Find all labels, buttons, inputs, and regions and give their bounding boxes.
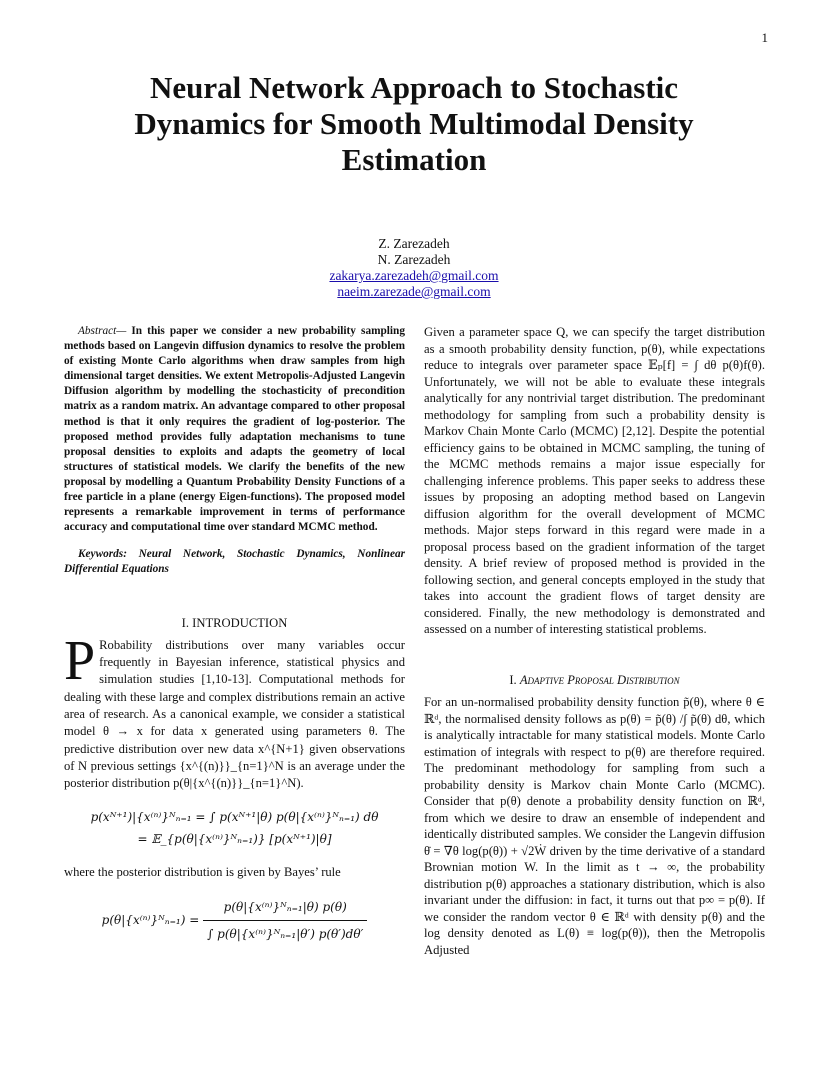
equation-fraction: [203, 896, 367, 945]
bayes-intro-text: where the posterior distribution is given by Bayes’ rule: [64, 865, 341, 880]
section-heading-adaptive-proposal: [424, 672, 765, 689]
author-email-link[interactable]: zakarya.zarezadeh@gmail.com: [329, 268, 499, 283]
equation-bayes: [64, 896, 405, 945]
page-number: 1: [761, 30, 768, 45]
right-column: [424, 324, 765, 958]
drop-cap: P: [64, 629, 96, 692]
author-name: N. Zarezadeh: [377, 252, 451, 267]
abstract-lead: Abstract—: [78, 325, 127, 337]
section-title: Adaptive Proposal Distribution: [519, 672, 680, 687]
abstract: [64, 324, 405, 535]
author-name: Z. Zarezadeh: [378, 236, 450, 251]
intro-paragraph: [64, 629, 405, 793]
abstract-text: In this paper we consider a new probability sampling methods based on Langevin diffusion dynamics to resolve the problem of existing Monte Carlo algorithms when draw samples from high dimensional target densities. We extent Metropolis-Adjusted Langevin Diffusion algorithm by modelling the stochasticity of precondition matrix as a random matrix. An advantage compared to other proposal method is that it only requires the gradient of log-posterior. The proposed method provides fully adaptation mechanisms to tune proposal densities to exploits and adapts the geometry of local structures of statistical models. We clarify the benefits of the new proposal by modelling a Quantum Probability Density Functions of a free particle in a plane (energy Eigen-functions). The proposed model represents a remarkable improvement in terms of performance accuracy and computational time over standard MCMC method.: [64, 325, 405, 534]
right-paragraph: Given a parameter space Q, we can specify the target distribution as a smooth probability density function, p(θ), while expectations reduce to integrals over parameter space 𝔼ₚ[f] = ∫ dθ p(θ)f(θ). Unfortunately, we will not be able to evaluate these integrals analytically for any nontrivial target distribution. The predominant methodology for sampling from such a probability density is Markov Chain Monte Carlo (MCMC) [2,12]. Despite the potential efficiency gains to be obtained in MCMC sampling, the tuning of the MCMC methods remains a major issue especially for challenging inference problems. This paper seeks to address these issues by proposing an adopting method based on Langevin diffusion algorithm for the overall development of MCMC methods. Major steps forward in this regard were made in a proposal process based on the gradient information of the target density. A brief review of proposed method is provided in the following section, and general concepts employed in the study that takes into account the gradient flows of target density are considered. Finally, the new methodology is demonstrated and assessed on a number of interesting statistical problems.: [424, 325, 765, 636]
author-block: [0, 236, 828, 300]
right-paragraph: For an un-normalised probability density function p̃(θ), where θ ∈ ℝᵈ, the normalised density follows as p(θ) = p̃(θ) /∫ p̃(θ) dθ, which is analytically intractable for many statistical models. Monte Carlo estimation of integrals with respect to p(θ) are therefore required. The predominant methodology for sampling from such a probability density is Markov chain Monte Carlo (MCMC). Consider that p(θ) denote a probability density function on ℝᵈ, from which we desire to draw an ensemble of independent and identically distributed samples. We consider the Langevin diffusion θ̇ = ∇θ log(p(θ)) + √2Ẇ driven by the time derivative of a standard Brownian motion W. In the limit as t → ∞, the probability distribution p(θ) approaches a stationary distribution, which is also invariant under the diffusion: in fact, it turns out that p∞ = p(θ). If we consider the random vector θ ∈ ℝᵈ with density p(θ) and the log density denoted as L(θ) ≡ log(p(θ)), then the Metropolis Adjusted: [424, 695, 765, 957]
equation-denominator: ∫ p(θ|{x⁽ⁿ⁾}ᴺₙ₌₁|θ′) p(θ′)dθ′: [207, 926, 364, 941]
intro-paragraph-text: Robability distributions over many variables occur frequently in Bayesian inference, statistical physics and simulation studies [1,10-13]. Computational methods for dealing with these large and complex distributions remain an active area of research. As a canonical example, we consider a statistical model θ → x for data x generated using parameters θ. The predictive distribution over new data x^{N+1} given observations of N previous settings {x^{(n)}}_{n=1}^N is an average under the posterior distribution p(θ|{x^{(n)}}_{n=1}^N).: [64, 637, 405, 791]
left-column: [64, 324, 405, 959]
equation-predictive: [64, 806, 405, 850]
equation-numerator: p(θ|{x⁽ⁿ⁾}ᴺₙ₌₁|θ) p(θ): [203, 896, 367, 921]
paper-title: Neural Network Approach to Stochastic Dynamics for Smooth Multimodal Density Estimation: [134, 70, 694, 177]
equation-lhs: p(θ|{x⁽ⁿ⁾}ᴺₙ₌₁) =: [101, 912, 200, 927]
author-email-link[interactable]: naeim.zarezade@gmail.com: [337, 284, 491, 299]
equation-line: = 𝔼_{p(θ|{x⁽ⁿ⁾}ᴺₙ₌₁)} [p(xᴺ⁺¹)|θ]: [137, 832, 332, 847]
section-number: I.: [509, 672, 517, 687]
section-heading-introduction: I. INTRODUCTION: [181, 615, 288, 630]
keywords: Keywords: Neural Network, Stochastic Dynamics, Nonlinear Differential Equations: [64, 548, 405, 576]
equation-line: p(xᴺ⁺¹)|{x⁽ⁿ⁾}ᴺₙ₌₁ = ∫ p(xᴺ⁺¹|θ) p(θ|{x⁽ⁿ⁾}ᴺₙ₌₁) dθ: [90, 810, 379, 825]
